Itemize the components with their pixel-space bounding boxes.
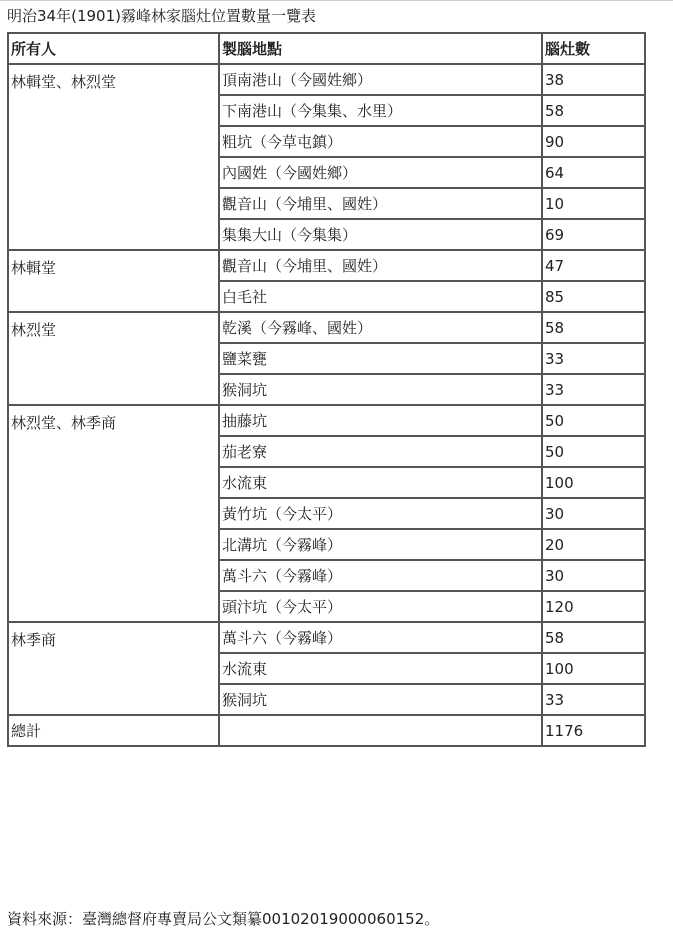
- column-header-count: 腦灶數: [542, 33, 645, 64]
- count-cell: 100: [542, 653, 645, 684]
- place-cell: 集集大山（今集集）: [219, 219, 542, 250]
- place-cell: 猴洞坑: [219, 374, 542, 405]
- count-cell: 30: [542, 560, 645, 591]
- source-note: 資料來源：臺灣總督府專賣局公文類纂00102019000060152。: [7, 910, 440, 928]
- count-cell: 100: [542, 467, 645, 498]
- count-cell: 30: [542, 498, 645, 529]
- count-cell: 10: [542, 188, 645, 219]
- place-cell: 白毛社: [219, 281, 542, 312]
- total-row: [8, 715, 645, 746]
- count-cell: 69: [542, 219, 645, 250]
- place-cell: 萬斗六（今霧峰）: [219, 560, 542, 591]
- count-cell: 33: [542, 374, 645, 405]
- place-cell: 水流東: [219, 467, 542, 498]
- total-count-cell: 1176: [542, 715, 645, 746]
- table-row: [8, 622, 645, 653]
- count-cell: 38: [542, 64, 645, 95]
- count-cell: 90: [542, 126, 645, 157]
- camphor-stove-table: [7, 32, 646, 747]
- table-row: [8, 312, 645, 343]
- place-cell: 乾溪（今霧峰、國姓）: [219, 312, 542, 343]
- place-cell: 水流東: [219, 653, 542, 684]
- place-cell: 觀音山（今埔里、國姓）: [219, 250, 542, 281]
- place-cell: 黃竹坑（今太平）: [219, 498, 542, 529]
- count-cell: 47: [542, 250, 645, 281]
- place-cell: 粗坑（今草屯鎮）: [219, 126, 542, 157]
- total-place-cell: [219, 715, 542, 746]
- place-cell: 觀音山（今埔里、國姓）: [219, 188, 542, 219]
- table-header-row: [8, 33, 645, 64]
- count-cell: 58: [542, 312, 645, 343]
- table-row: [8, 250, 645, 281]
- count-cell: 58: [542, 95, 645, 126]
- count-cell: 50: [542, 436, 645, 467]
- place-cell: 鹽菜甕: [219, 343, 542, 374]
- count-cell: 50: [542, 405, 645, 436]
- owner-cell: 林輯堂: [8, 250, 219, 312]
- table-row: [8, 64, 645, 95]
- count-cell: 85: [542, 281, 645, 312]
- place-cell: 茄老寮: [219, 436, 542, 467]
- place-cell: 抽藤坑: [219, 405, 542, 436]
- count-cell: 33: [542, 684, 645, 715]
- owner-cell: 林烈堂、林季商: [8, 405, 219, 622]
- owner-cell: 林輯堂、林烈堂: [8, 64, 219, 250]
- place-cell: 猴洞坑: [219, 684, 542, 715]
- place-cell: 頭汴坑（今太平）: [219, 591, 542, 622]
- place-cell: 北溝坑（今霧峰）: [219, 529, 542, 560]
- owner-cell: 林烈堂: [8, 312, 219, 405]
- place-cell: 頂南港山（今國姓鄉）: [219, 64, 542, 95]
- count-cell: 20: [542, 529, 645, 560]
- count-cell: 120: [542, 591, 645, 622]
- count-cell: 58: [542, 622, 645, 653]
- top-divider: [0, 0, 673, 1]
- page-title: 明治34年(1901)霧峰林家腦灶位置數量一覽表: [7, 7, 316, 25]
- count-cell: 33: [542, 343, 645, 374]
- place-cell: 下南港山（今集集、水里）: [219, 95, 542, 126]
- column-header-place: 製腦地點: [219, 33, 542, 64]
- column-header-owner: 所有人: [8, 33, 219, 64]
- place-cell: 內國姓（今國姓鄉）: [219, 157, 542, 188]
- table-body: [8, 64, 645, 746]
- owner-cell: 林季商: [8, 622, 219, 715]
- count-cell: 64: [542, 157, 645, 188]
- table-row: [8, 405, 645, 436]
- place-cell: 萬斗六（今霧峰）: [219, 622, 542, 653]
- total-label-cell: 總計: [8, 715, 219, 746]
